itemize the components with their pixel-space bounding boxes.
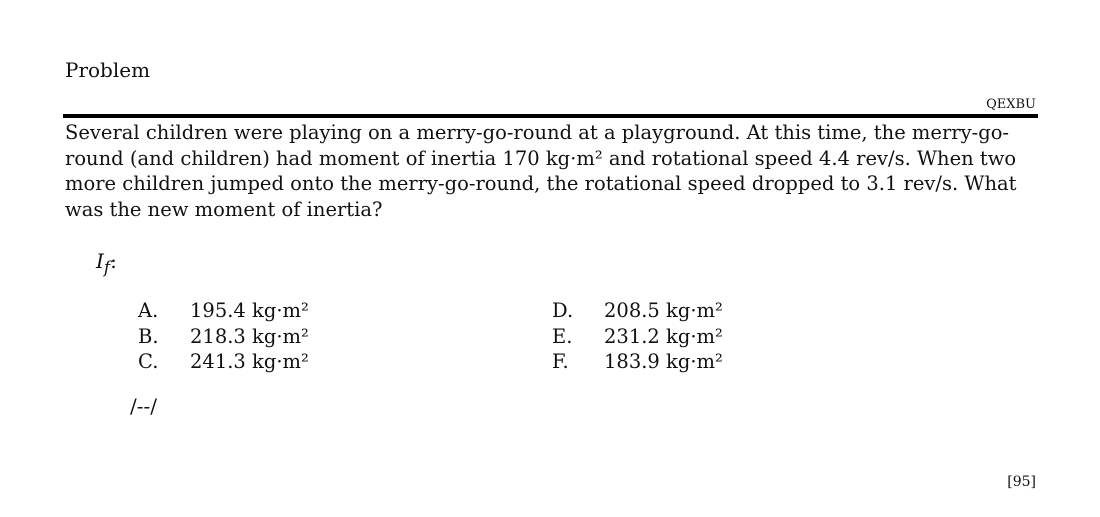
choices-column-right	[552, 298, 723, 375]
problem-code: QEXBU	[986, 97, 1036, 112]
choice-value: 195.4 kg·m²	[190, 299, 309, 322]
header-divider	[63, 114, 1038, 118]
variable-subscript: f	[103, 258, 111, 277]
choice-b[interactable]	[138, 324, 309, 350]
choice-value: 183.9 kg·m²	[604, 350, 723, 373]
choice-letter: A.	[138, 299, 159, 322]
choice-value: 231.2 kg·m²	[604, 324, 723, 348]
choice-f[interactable]	[552, 349, 723, 375]
answer-blank[interactable]: /--/	[130, 394, 157, 418]
choice-letter: C.	[138, 350, 159, 373]
choice-value: 208.5 kg·m²	[604, 299, 723, 322]
problem-heading: Problem	[65, 58, 151, 82]
question-text: Several children were playing on a merry-go-round at a playground. At this time, the merry-go-round (and children) had moment of inertia 170 kg·m² and rotational speed 4.4 rev/s. When two more children jumped onto the merry-go-round, the rotational speed dropped to 3.1 rev/s. What was the new moment of inertia?	[65, 121, 1017, 221]
choice-letter: E.	[552, 324, 573, 348]
choice-letter: B.	[138, 324, 159, 348]
choice-d[interactable]	[552, 298, 723, 324]
choice-letter: D.	[552, 299, 574, 322]
choices-column-left	[138, 298, 309, 375]
choice-value: 218.3 kg·m²	[190, 324, 309, 348]
page-number: [95]	[1007, 474, 1036, 490]
choice-c[interactable]	[138, 349, 309, 375]
choice-a[interactable]	[138, 298, 309, 324]
variable-symbol: I	[96, 249, 104, 273]
choice-value: 241.3 kg·m²	[190, 350, 309, 373]
choice-letter: F.	[552, 350, 569, 373]
choice-e[interactable]	[552, 324, 723, 350]
variable-suffix: :	[110, 249, 117, 273]
answer-variable	[96, 248, 117, 281]
